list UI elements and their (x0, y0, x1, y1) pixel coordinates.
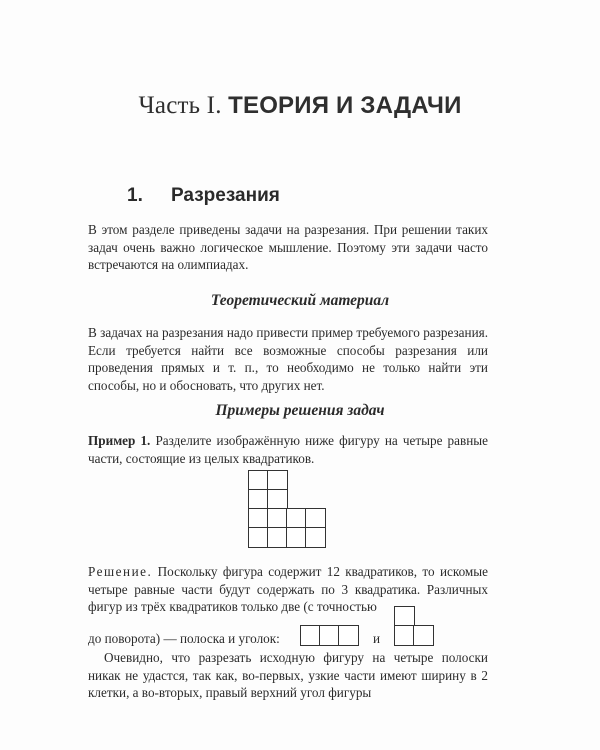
section-title: Разрезания (171, 185, 280, 206)
strip-cell (319, 625, 340, 646)
example-1-label: Пример 1. (88, 433, 151, 448)
figure-cell (305, 508, 326, 529)
part-heading: ТЕОРИЯ И ЗАДАЧИ (228, 92, 462, 119)
figure-cell (305, 527, 326, 548)
figure-cell (267, 527, 288, 548)
solution-text: Поскольку фигура содержит 12 квадратиков, то искомые четыре равные части будут содержать по 3 квадратика. Различных фигур из трёх квадратиков только две (с точностью (88, 564, 488, 614)
strip-cell (338, 625, 359, 646)
figure-cell (248, 470, 269, 491)
continuation-paragraph: Очевидно, что разрезать исходную фигуру на четыре полоски никак не удастся, так как, во-первых, узкие части имеют ширину в 2 клетки, а во-вторых, правый верхний угол фигуры (88, 650, 488, 700)
figure-cell (267, 489, 288, 510)
figure-cell (286, 508, 307, 529)
intro-paragraph: В этом разделе приведены задачи на разрезания. При решении таких задач очень важно логическое мышление. Поэтому эти задачи часто встречаются на олимпиадах. (88, 222, 488, 272)
corner-cell (394, 606, 415, 627)
figure-cell (248, 527, 269, 548)
part-prefix: Часть I. (138, 92, 222, 119)
theory-heading: Теоретический материал (210, 292, 390, 309)
figure-cell (248, 489, 269, 510)
part-title (0, 92, 600, 120)
section-number: 1. (127, 185, 143, 206)
strip-cell (300, 625, 321, 646)
corner-cell (394, 625, 415, 646)
example-1-text: Разделите изображённую ниже фигуру на четыре равные части, состоящие из целых квадратиков. (88, 433, 488, 466)
figure-grid (248, 470, 328, 550)
figure-cell (248, 508, 269, 529)
theory-paragraph: В задачах на разрезания надо привести пример требуемого разрезания. Если требуется найти все возможные способы разрезания или проведения прямых и т. п., то необходимо не только найти эти способы, но и обосновать, что других нет. (88, 325, 488, 393)
figure-cell (267, 508, 288, 529)
corner-cell (413, 625, 434, 646)
examples-heading: Примеры решения задач (215, 402, 385, 419)
strip-shape (300, 625, 360, 646)
section-heading (127, 185, 280, 207)
figure-cell (286, 527, 307, 548)
solution-label: Решение. (88, 564, 153, 579)
shapes-line-text: до поворота) — полоска и уголок: (88, 631, 280, 646)
and-text: и (373, 631, 381, 646)
example-1 (88, 432, 488, 467)
corner-shape (394, 606, 434, 646)
figure-cell (267, 470, 288, 491)
